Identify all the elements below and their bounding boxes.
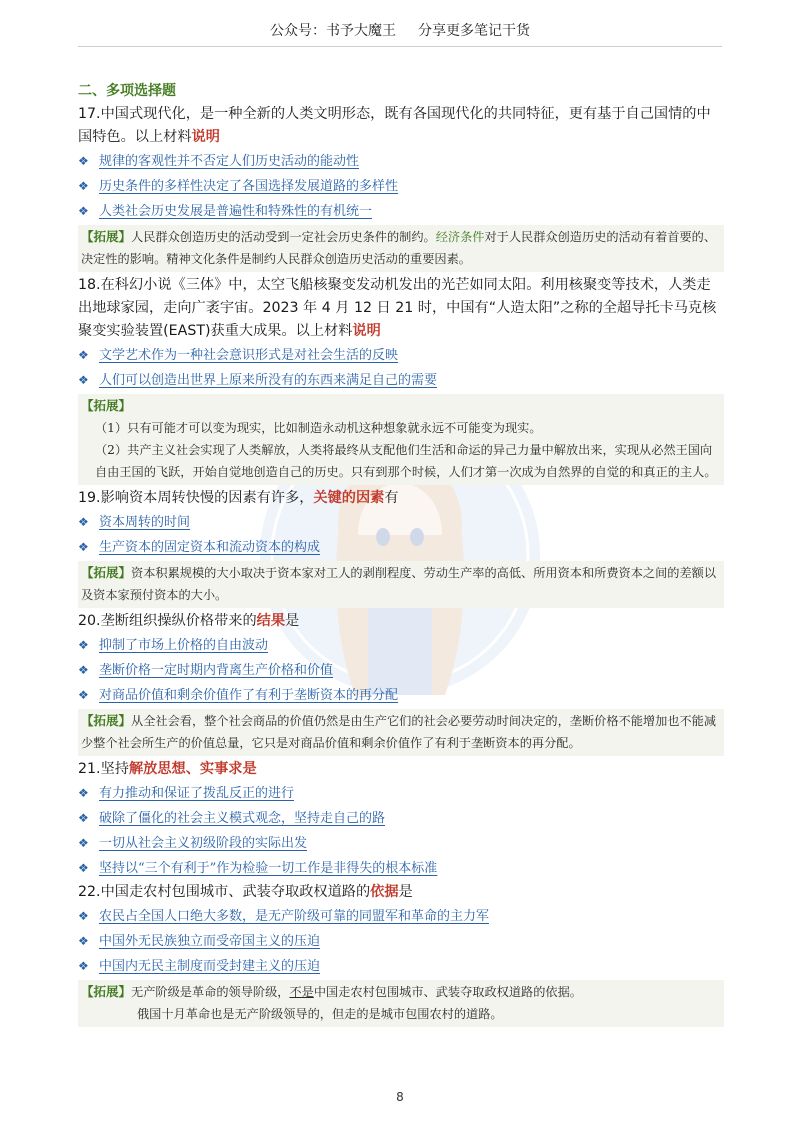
diamond-bullet-icon: ❖ [78, 909, 89, 923]
q21-option: ❖ 有力推动和保证了拨乱反正的进行 [78, 781, 724, 806]
q19-option: ❖ 资本周转的时间 [78, 510, 724, 535]
diamond-bullet-icon: ❖ [78, 373, 89, 387]
header-divider [78, 46, 722, 47]
question-22-keyword: 依据 [370, 884, 399, 900]
page-number: 8 [396, 1090, 404, 1104]
q21-option: ❖ 破除了僵化的社会主义模式观念，坚持走自己的路 [78, 806, 724, 831]
section-title: 二、多项选择题 [78, 83, 176, 99]
q19-option: ❖ 生产资本的固定资本和流动资本的构成 [78, 535, 724, 560]
question-20: 20.垄断组织操纵价格带来的结果是 [78, 613, 300, 629]
diamond-bullet-icon: ❖ [78, 663, 89, 677]
diamond-bullet-icon: ❖ [78, 179, 89, 193]
q20-option: ❖ 垄断价格一定时期内背离生产价格和价值 [78, 658, 724, 683]
question-21-keyword: 解放思想、实事求是 [128, 761, 257, 777]
question-19-keyword: 关键的因素 [313, 490, 385, 506]
q17-option: ❖ 规律的客观性并不否定人们历史活动的能动性 [78, 149, 724, 174]
diamond-bullet-icon: ❖ [78, 204, 89, 218]
diamond-bullet-icon: ❖ [78, 836, 89, 850]
q22-option: ❖ 中国内无民主制度而受封建主义的压迫 [78, 954, 724, 979]
diamond-bullet-icon: ❖ [78, 540, 89, 554]
diamond-bullet-icon: ❖ [78, 861, 89, 875]
question-17-keyword: 说明 [191, 129, 220, 145]
question-18 [78, 274, 724, 343]
question-18-stem: 18.在科幻小说《三体》中，太空飞船核聚变发动机发出的光芒如同太阳。利用核聚变等技术，人类走出地球家园，走向广袤宇宙。2023 年 4 月 12 日 21 时，中国有“人造太阳”之称的全超导托卡马克核聚变实验装置(EAST)获重大成果。以上材料 [78, 277, 717, 339]
question-20-keyword: 结果 [256, 613, 286, 629]
q17-option: ❖ 人类社会历史发展是普遍性和特殊性的有机统一 [78, 199, 724, 224]
q18-option: ❖ 文学艺术作为一种社会意识形式是对社会生活的反映 [78, 343, 724, 368]
diamond-bullet-icon: ❖ [78, 811, 89, 825]
question-21: 21.坚持解放思想、实事求是 [78, 761, 257, 777]
diamond-bullet-icon: ❖ [78, 638, 89, 652]
diamond-bullet-icon: ❖ [78, 786, 89, 800]
diamond-bullet-icon: ❖ [78, 515, 89, 529]
q19-extension: 【拓展】资本积累规模的大小取决于资本家对工人的剥削程度、劳动生产率的高低、所用资本和所费资本之间的差额以及资本家预付资本的大小。 [78, 561, 724, 608]
q18-extension: 【拓展】 （1）只有可能才可以变为现实，比如制造永动机这种想象就永远不可能变为现实。 （2）共产主义社会实现了人类解放，人类将最终从支配他们生活和命运的异己力量中解放出来，实现从必然王国向自由王国的飞跃，开始自觉地创造自己的历史。只有到那个时候，人们才第一次成为自然界的自觉的和真正的主人。 [78, 394, 724, 485]
q21-option: ❖ 一切从社会主义初级阶段的实际出发 [78, 831, 724, 856]
question-18-keyword: 说明 [352, 323, 381, 339]
question-22: 22.中国走农村包围城市、武装夺取政权道路的依据是 [78, 884, 413, 900]
header-slogan: 分享更多笔记干货 [418, 23, 530, 39]
header-account: 公众号：书予大魔王 [270, 23, 396, 39]
diamond-bullet-icon: ❖ [78, 154, 89, 168]
diamond-bullet-icon: ❖ [78, 934, 89, 948]
page-header [0, 20, 800, 40]
q20-extension: 【拓展】从全社会看，整个社会商品的价值仍然是由生产它们的社会必要劳动时间决定的，垄断价格不能增加也不能减少整个社会所生产的价值总量，它只是对商品价值和剩余价值作了有利于垄断资本的再分配。 [78, 709, 724, 756]
q22-extension: 【拓展】无产阶级是革命的领导阶级，不是中国走农村包围城市、武装夺取政权道路的依据。 俄国十月革命也是无产阶级领导的，但走的是城市包围农村的道路。 [78, 980, 724, 1027]
diamond-bullet-icon: ❖ [78, 959, 89, 973]
q20-option: ❖ 抑制了市场上价格的自由波动 [78, 633, 724, 658]
question-17 [78, 103, 724, 149]
q21-option: ❖ 坚持以“三个有利于”作为检验一切工作是非得失的根本标准 [78, 856, 724, 881]
q17-option: ❖ 历史条件的多样性决定了各国选择发展道路的多样性 [78, 174, 724, 199]
q22-option: ❖ 农民占全国人口绝大多数，是无产阶级可靠的同盟军和革命的主力军 [78, 904, 724, 929]
diamond-bullet-icon: ❖ [78, 688, 89, 702]
q20-option: ❖ 对商品价值和剩余价值作了有利于垄断资本的再分配 [78, 683, 724, 708]
q18-option: ❖ 人们可以创造出世界上原来所没有的东西来满足自己的需要 [78, 368, 724, 393]
page-content [78, 80, 724, 1029]
question-17-stem: 17.中国式现代化，是一种全新的人类文明形态，既有各国现代化的共同特征，更有基于自己国情的中国特色。以上材料 [78, 106, 711, 145]
q22-option: ❖ 中国外无民族独立而受帝国主义的压迫 [78, 929, 724, 954]
diamond-bullet-icon: ❖ [78, 348, 89, 362]
q17-extension: 【拓展】人民群众创造历史的活动受到一定社会历史条件的制约。经济条件对于人民群众创造历史的活动有着首要的、决定性的影响。精神文化条件是制约人民群众创造历史活动的重要因素。 [78, 225, 724, 272]
question-19: 19.影响资本周转快慢的因素有许多，关键的因素有 [78, 490, 399, 506]
